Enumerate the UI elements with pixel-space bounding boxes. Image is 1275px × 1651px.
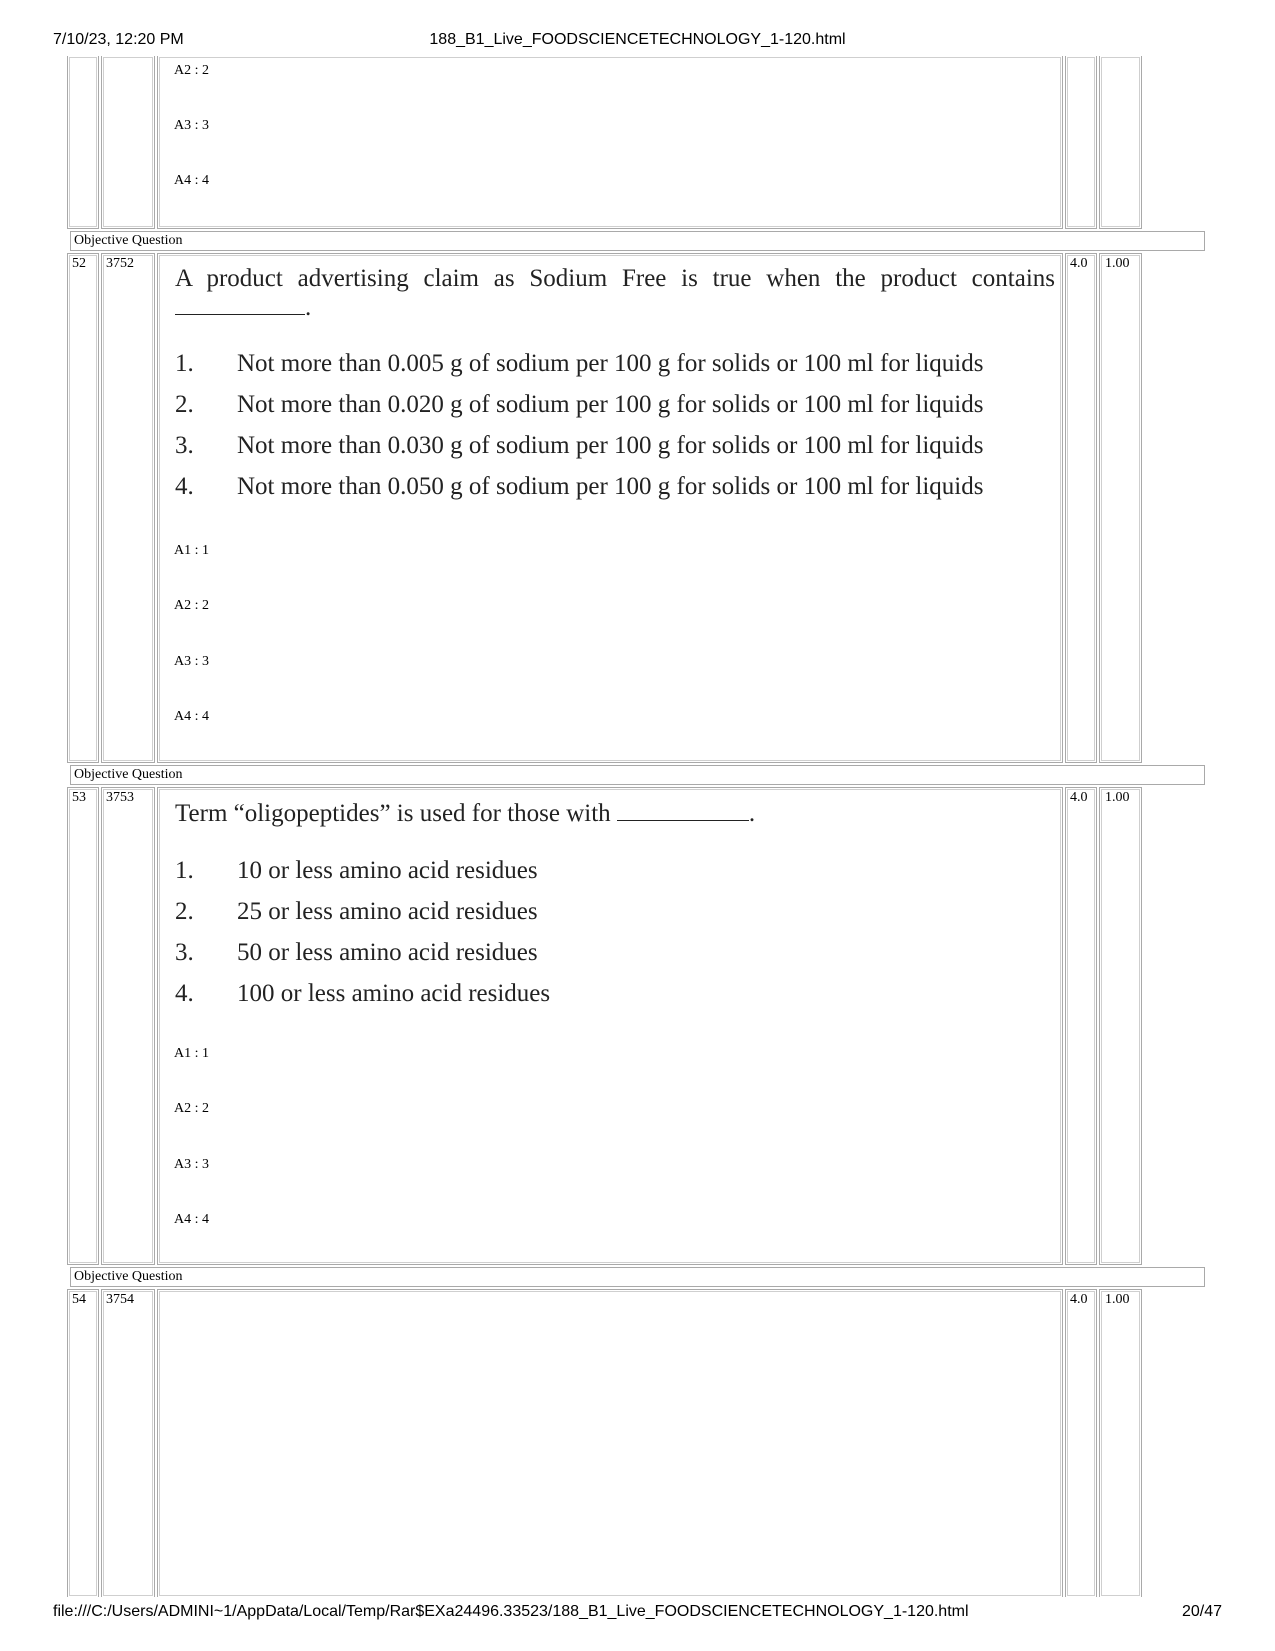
- question-type-label: Objective Question: [70, 1267, 1205, 1287]
- negative-marks-value: 1.00: [1105, 790, 1130, 805]
- qid-cell: [101, 787, 155, 1265]
- question-type-label: Objective Question: [70, 231, 1205, 251]
- stem-tail: .: [305, 294, 312, 321]
- prev-qid-cell: [101, 56, 155, 229]
- stem-text: Term “oligopeptides” is used for those with: [175, 800, 611, 827]
- negative-marks-value: 1.00: [1105, 256, 1130, 271]
- option-text: 50 or less amino acid residues: [237, 939, 538, 966]
- prev-negative-cell: [1099, 56, 1142, 229]
- answer-option: A4 : 4: [174, 1212, 209, 1227]
- option-text: Not more than 0.050 g of sodium per 100 g for solids or 100 ml for liquids: [237, 473, 984, 500]
- option-text: 25 or less amino acid residues: [237, 898, 538, 925]
- answer-option: A2 : 2: [174, 1101, 209, 1116]
- answer-option: A3 : 3: [174, 1157, 209, 1172]
- marks-value: 4.0: [1070, 256, 1088, 271]
- option-number: 2.: [175, 391, 194, 418]
- marks-value: 4.0: [1070, 1292, 1088, 1307]
- sno-cell: [67, 253, 99, 763]
- option-text: 10 or less amino acid residues: [237, 857, 538, 884]
- prev-content-cell: [157, 56, 1063, 229]
- question-stem: [175, 800, 755, 828]
- qid-cell: [101, 253, 155, 763]
- stem-tail: .: [748, 800, 756, 827]
- answer-option: A4 : 4: [174, 173, 209, 188]
- negative-marks-value: 1.00: [1105, 1292, 1130, 1307]
- option-text: Not more than 0.020 g of sodium per 100 g for solids or 100 ml for liquids: [237, 391, 984, 418]
- negative-marks-cell: [1099, 787, 1142, 1265]
- sno-cell: [67, 787, 99, 1265]
- marks-cell: [1065, 253, 1097, 763]
- print-file-path: file:///C:/Users/ADMINI~1/AppData/Local/Temp/Rar$EXa24496.33523/188_B1_Live_FOODSCIENCETECHNOLOGY_1-120.html: [53, 1603, 969, 1620]
- page-number: 20/47: [1181, 1603, 1222, 1620]
- question-id: 3754: [106, 1292, 134, 1307]
- option-text: 100 or less amino acid residues: [237, 980, 551, 1007]
- serial-number: 53: [72, 790, 86, 805]
- option-text: Not more than 0.030 g of sodium per 100 g for solids or 100 ml for liquids: [237, 432, 984, 459]
- answer-option: A3 : 3: [174, 118, 209, 133]
- serial-number: 52: [72, 256, 86, 271]
- option-number: 4.: [175, 473, 194, 500]
- option-number: 3.: [175, 939, 194, 966]
- answer-option: A4 : 4: [174, 709, 209, 724]
- answer-option: A1 : 1: [174, 543, 209, 558]
- print-doc-title: 188_B1_Live_FOODSCIENCETECHNOLOGY_1-120.html: [429, 31, 846, 48]
- option-number: 4.: [175, 980, 194, 1007]
- question-id: 3752: [106, 256, 134, 271]
- question-content-cell: [157, 253, 1063, 763]
- negative-marks-cell: [1099, 253, 1142, 763]
- answer-option: A2 : 2: [174, 63, 209, 78]
- option-text: Not more than 0.005 g of sodium per 100 g for solids or 100 ml for liquids: [237, 350, 984, 377]
- sno-cell: [67, 1289, 99, 1597]
- option-number: 1.: [175, 857, 194, 884]
- marks-cell: [1065, 1289, 1097, 1597]
- serial-number: 54: [72, 1292, 86, 1307]
- qid-cell: [101, 1289, 155, 1597]
- print-header: [0, 28, 1275, 52]
- marks-cell: [1065, 787, 1097, 1265]
- negative-marks-cell: [1099, 1289, 1142, 1597]
- option-number: 3.: [175, 432, 194, 459]
- answer-option: A3 : 3: [174, 654, 209, 669]
- option-number: 2.: [175, 898, 194, 925]
- question-id: 3753: [106, 790, 134, 805]
- question-content-cell: [157, 1289, 1063, 1597]
- print-footer: [0, 1601, 1275, 1625]
- marks-value: 4.0: [1070, 790, 1088, 805]
- print-datetime: 7/10/23, 12:20 PM: [53, 31, 184, 48]
- prev-marks-cell: [1065, 56, 1097, 229]
- option-number: 1.: [175, 350, 194, 377]
- answer-option: A1 : 1: [174, 1046, 209, 1061]
- question-type-label: Objective Question: [70, 765, 1205, 785]
- prev-sno-cell: [67, 56, 99, 229]
- question-blank: [175, 294, 311, 322]
- question-stem: A product advertising claim as Sodium Free is true when the product contains: [175, 265, 1055, 292]
- answer-option: A2 : 2: [174, 598, 209, 613]
